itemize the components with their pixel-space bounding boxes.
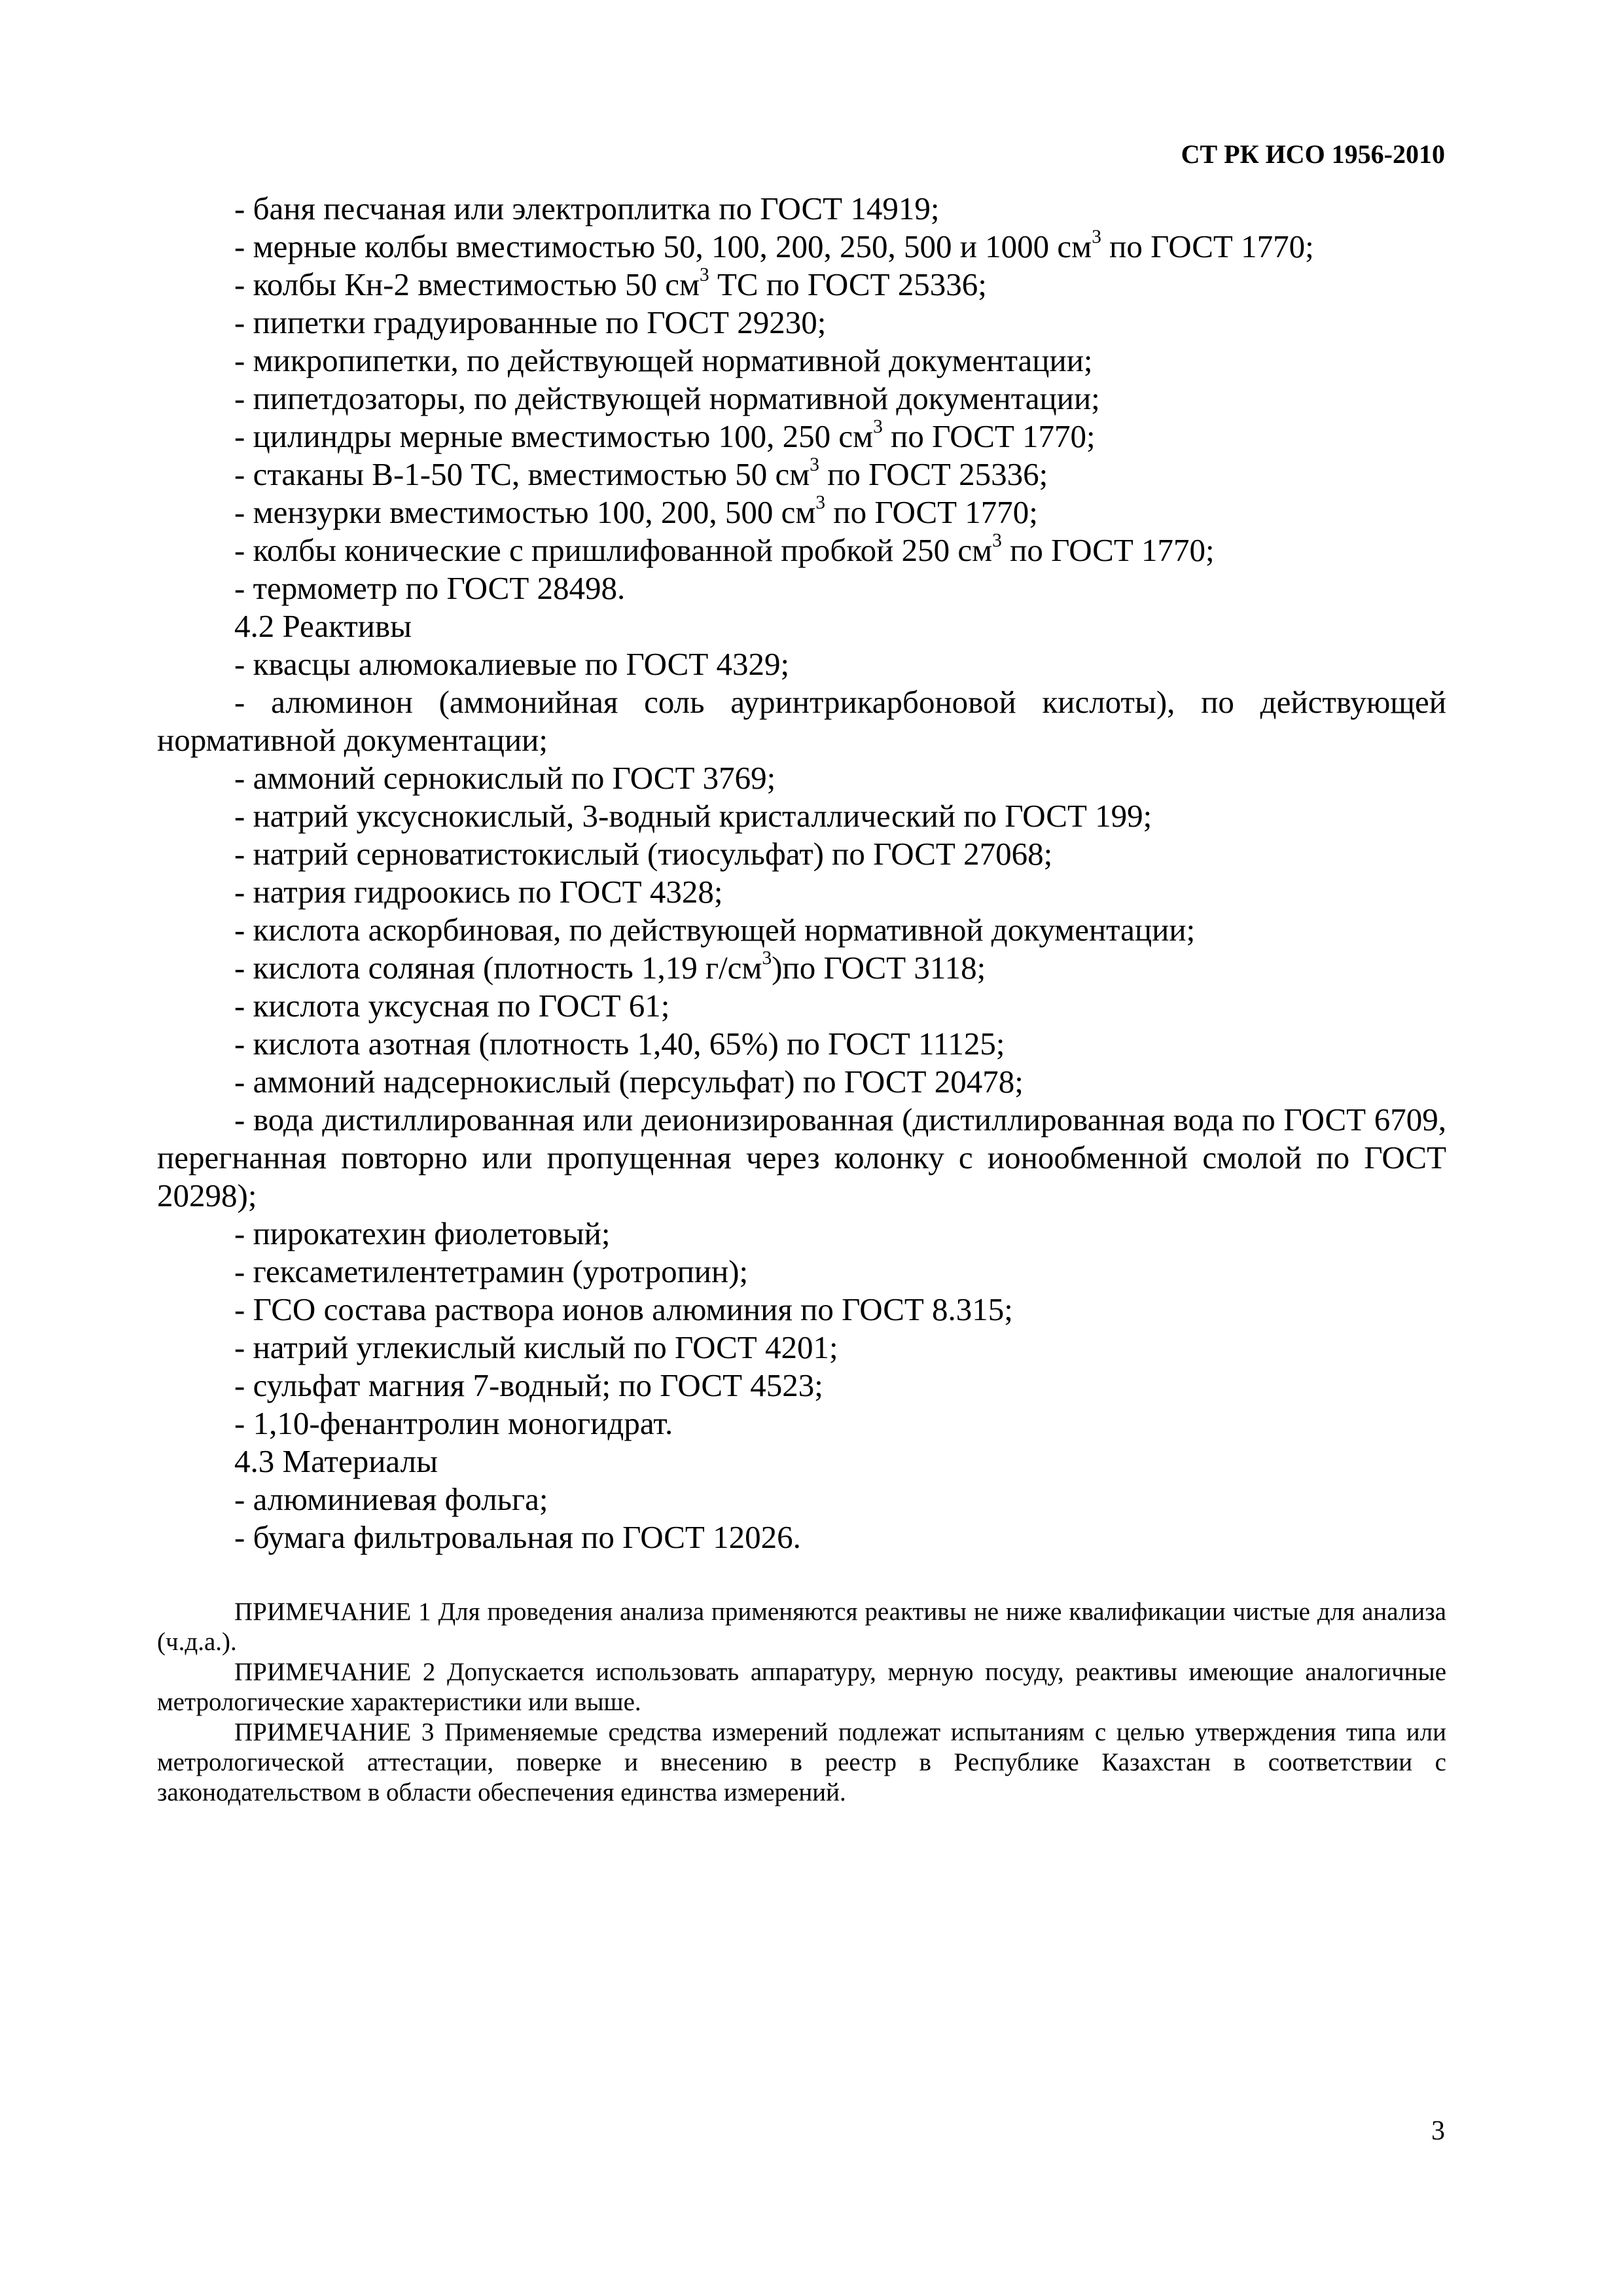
reagents-list [157,645,1446,1443]
list-item-text-end: по ГОСТ 1770; [1001,532,1215,568]
notes-block [157,1597,1446,1808]
list-item [157,683,1446,759]
page-number: 3 [1431,2116,1445,2146]
list-item [157,418,1446,456]
list-item-text: - пипетдозаторы, по действующей нормативной документации; [234,380,1100,416]
list-item [157,266,1446,304]
list-item-text-end: по ГОСТ 1770; [882,418,1096,454]
list-item [157,380,1446,418]
list-item [157,569,1446,607]
list-item-text: - баня песчаная или электроплитка по ГОСТ 14919; [234,190,940,226]
list-item-text: - аммоний сернокислый по ГОСТ 3769; [234,760,776,796]
equipment-list [157,190,1446,607]
list-item [157,759,1446,797]
list-item-text: - алюминиевая фольга; [234,1481,548,1517]
note-1: ПРИМЕЧАНИЕ 1 Для проведения анализа применяются реактивы не ниже квалификации чистые для анализа (ч.д.а.). [157,1598,1446,1656]
list-item [157,645,1446,683]
list-item [157,1215,1446,1253]
list-item [157,949,1446,987]
list-item [157,1367,1446,1405]
main-text [157,190,1446,1556]
list-item [157,190,1446,228]
list-item [157,797,1446,835]
list-item [157,304,1446,342]
list-item [157,1253,1446,1291]
list-item [157,456,1446,493]
list-item [157,873,1446,911]
list-item-text: - микропипетки, по действующей нормативной документации; [234,342,1093,378]
list-item-text: - кислота соляная (плотность 1,19 г/см [234,950,762,986]
list-item [157,1405,1446,1443]
list-item-text: - пирокатехин фиолетовый; [234,1215,611,1251]
list-item-text-end: по ГОСТ 25336; [819,456,1048,492]
page-body [157,190,1446,1808]
list-item-text: - натрий серноватистокислый (тиосульфат) по ГОСТ 27068; [234,836,1053,872]
list-item-text: - бумага фильтровальная по ГОСТ 12026. [234,1519,801,1555]
note-3: ПРИМЕЧАНИЕ 3 Применяемые средства измерений подлежат испытаниям с целью утверждения типа или метрологической аттестации, поверке и внесению в реестр в Республике Казахстан в соответствии с законодательством в области обеспечения единства измерений. [157,1718,1446,1806]
list-item-text-end: по ГОСТ 1770; [825,494,1038,530]
list-item-text: - 1,10-фенантролин моногидрат. [234,1405,673,1441]
list-item-text: - цилиндры мерные вместимостью 100, 250 см [234,418,874,454]
list-item [157,1518,1446,1556]
list-item [157,1101,1446,1215]
list-item-text: - кислота азотная (плотность 1,40, 65%) по ГОСТ 11125; [234,1026,1005,1062]
list-item-text: - натрий углекислый кислый по ГОСТ 4201; [234,1329,838,1365]
section-heading-materials: 4.3 Материалы [234,1443,438,1479]
list-item [157,987,1446,1025]
list-item [157,1480,1446,1518]
list-item-text: - ГСО состава раствора ионов алюминия по ГОСТ 8.315; [234,1291,1013,1327]
list-item [157,531,1446,569]
list-item [157,835,1446,873]
list-item [157,1291,1446,1329]
list-item-text-end: по ГОСТ 1770; [1101,228,1314,264]
note-2: ПРИМЕЧАНИЕ 2 Допускается использовать аппаратуру, мерную посуду, реактивы имеющие аналогичные метрологические характеристики или выше. [157,1658,1446,1716]
list-item-text: - термометр по ГОСТ 28498. [234,570,626,606]
list-item-text: - кислота аскорбиновая, по действующей нормативной документации; [234,912,1196,948]
list-item-text: - натрия гидроокись по ГОСТ 4328; [234,874,723,910]
list-item [157,228,1446,266]
superscript: 3 [815,492,826,513]
superscript: 3 [873,416,883,437]
list-item [157,1025,1446,1063]
list-item-text: - пипетки градуированные по ГОСТ 29230; [234,304,827,340]
list-item [157,342,1446,380]
superscript: 3 [700,264,709,285]
list-item-text: - гексаметилентетрамин (уротропин); [234,1253,749,1289]
list-item-text: - колбы конические с пришлифованной пробкой 250 см [234,532,993,568]
list-item-text: - алюминон (аммонийная соль ауринтрикарбоновой кислоты), по действующей нормативной документации; [157,684,1446,758]
list-item-text: - сульфат магния 7-водный; по ГОСТ 4523; [234,1367,823,1403]
superscript: 3 [810,454,819,475]
list-item-text-end: ТС по ГОСТ 25336; [709,266,987,302]
superscript: 3 [1092,226,1101,247]
list-item [157,1329,1446,1367]
list-item-text: - вода дистиллированная или деионизированная (дистиллированная вода по ГОСТ 6709, перегнанная повторно или пропущенная через колонку с ионообменной смолой по ГОСТ 20298); [157,1102,1446,1213]
section-heading-reagents: 4.2 Реактивы [234,608,412,644]
materials-list [157,1480,1446,1556]
list-item-text: - аммоний надсернокислый (персульфат) по ГОСТ 20478; [234,1064,1024,1100]
list-item-text-end: )по ГОСТ 3118; [772,950,986,986]
list-item-text: - квасцы алюмокалиевые по ГОСТ 4329; [234,646,790,682]
list-item [157,493,1446,531]
list-item-text: - колбы Кн-2 вместимостью 50 см [234,266,700,302]
list-item-text: - мерные колбы вместимостью 50, 100, 200, 250, 500 и 1000 см [234,228,1092,264]
list-item-text: - стаканы В-1-50 ТС, вместимостью 50 см [234,456,810,492]
list-item [157,1063,1446,1101]
list-item-text: - кислота уксусная по ГОСТ 61; [234,988,670,1024]
document-code-header: СТ РК ИСО 1956-2010 [1181,139,1445,169]
list-item [157,911,1446,949]
superscript: 3 [992,529,1002,551]
superscript: 3 [762,947,772,969]
list-item-text: - натрий уксуснокислый, 3-водный кристаллический по ГОСТ 199; [234,798,1152,834]
list-item-text: - мензурки вместимостью 100, 200, 500 см [234,494,816,530]
